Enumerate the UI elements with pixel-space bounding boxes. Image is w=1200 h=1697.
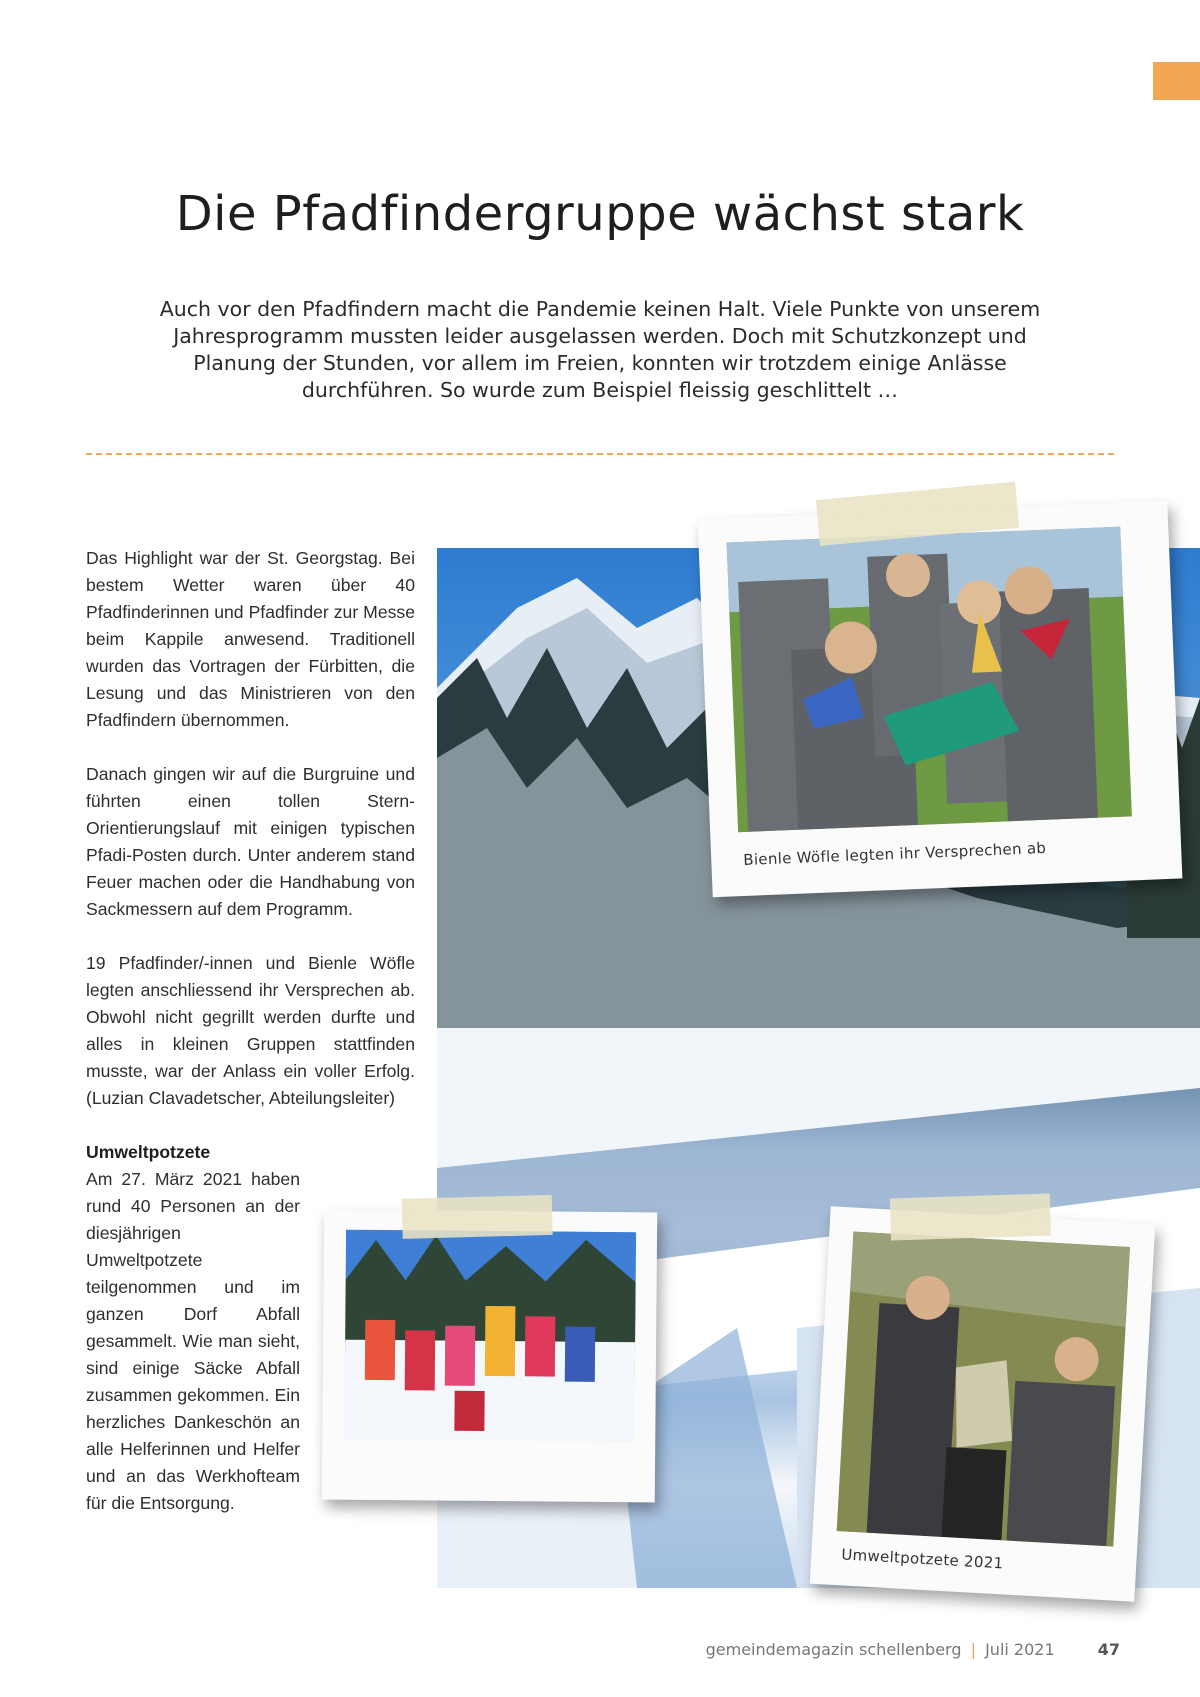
article-paragraph-1: Das Highlight war der St. Georgstag. Bei bestem Wetter waren über 40 Pfadfinderinnen und Pfadfinder zur Messe beim Kappile anwesend. Traditionell wurden das Vortragen der Fürbitten, die Lesung und das Ministrieren von den Pfadfindern übernommen. [86,548,415,730]
kids-in-snow [344,1230,636,1443]
adhesive-tape [890,1194,1051,1241]
page-title: Die Pfadfindergruppe wächst stark [175,186,1025,242]
caption-cleanup: Umweltpotzete 2021 [840,1545,1004,1573]
page-footer [0,1640,1120,1659]
dashed-divider [86,453,1114,455]
winter-group-photo [344,1230,636,1443]
subheading-umweltpotzete: Umweltpotzete [86,1142,211,1162]
adhesive-tape [402,1195,553,1239]
page-number: 47 [1097,1640,1120,1659]
article-paragraph-2: Danach gingen wir auf die Burgruine und führten einen tollen Stern-Orientierungslauf mit einigen typischen Pfadi-Posten durch. Unter anderem stand Feuer machen oder die Handhabung von Sackmessern auf dem Programm. [86,764,415,919]
section-tab-marker [1153,62,1200,100]
article-paragraph-4: Am 27. März 2021 haben rund 40 Personen an der diesjährigen Umweltpotzete teilgenommen und im ganzen Dorf Abfall gesammelt. Wie man sieht, sind einige Säcke Abfall zusammen gekommen. Ein herzliches Dankeschön an alle Helferinnen und Helfer und an das Werkhofteam für die Entsorgung. [86,1169,300,1513]
scouts-promise-photo [727,527,1132,833]
lead-paragraph: Auch vor den Pfadfindern macht die Pandemie keinen Halt. Viele Punkte von unserem Jahresprogramm mussten leider ausgelassen werden. Doch mit Schutzkonzept und Planung der Stunden, vor allem im Freien, konnten wir trotzdem einige Anlässe durchführen. So wurde zum Beispiel fleissig geschlittelt … [159,297,1041,402]
polaroid-promise-photo [698,501,1183,898]
polaroid-winter-group-photo [322,1210,658,1503]
article-paragraph-3: 19 Pfadfinder/-innen und Bienle Wöfle legten anschliessend ihr Versprechen ab. Obwohl nicht gegrillt werden durfte und alles in kleinen Gruppen stattfinden musste, war der Anlass ein voller Erfolg. (Luzian Clavadetscher, Abteilungsleiter) [86,953,415,1108]
scouts-figures [727,527,1132,833]
magazine-name: gemeindemagazin schellenberg [705,1640,962,1659]
polaroid-cleanup-photo [810,1206,1156,1602]
caption-promise: Bienle Wöfle legten ihr Versprechen ab [742,838,1047,870]
footer-separator: | [970,1640,976,1659]
cleanup-photo [837,1232,1130,1547]
issue-date: Juli 2021 [985,1640,1055,1659]
cleanup-figures [837,1232,1130,1547]
